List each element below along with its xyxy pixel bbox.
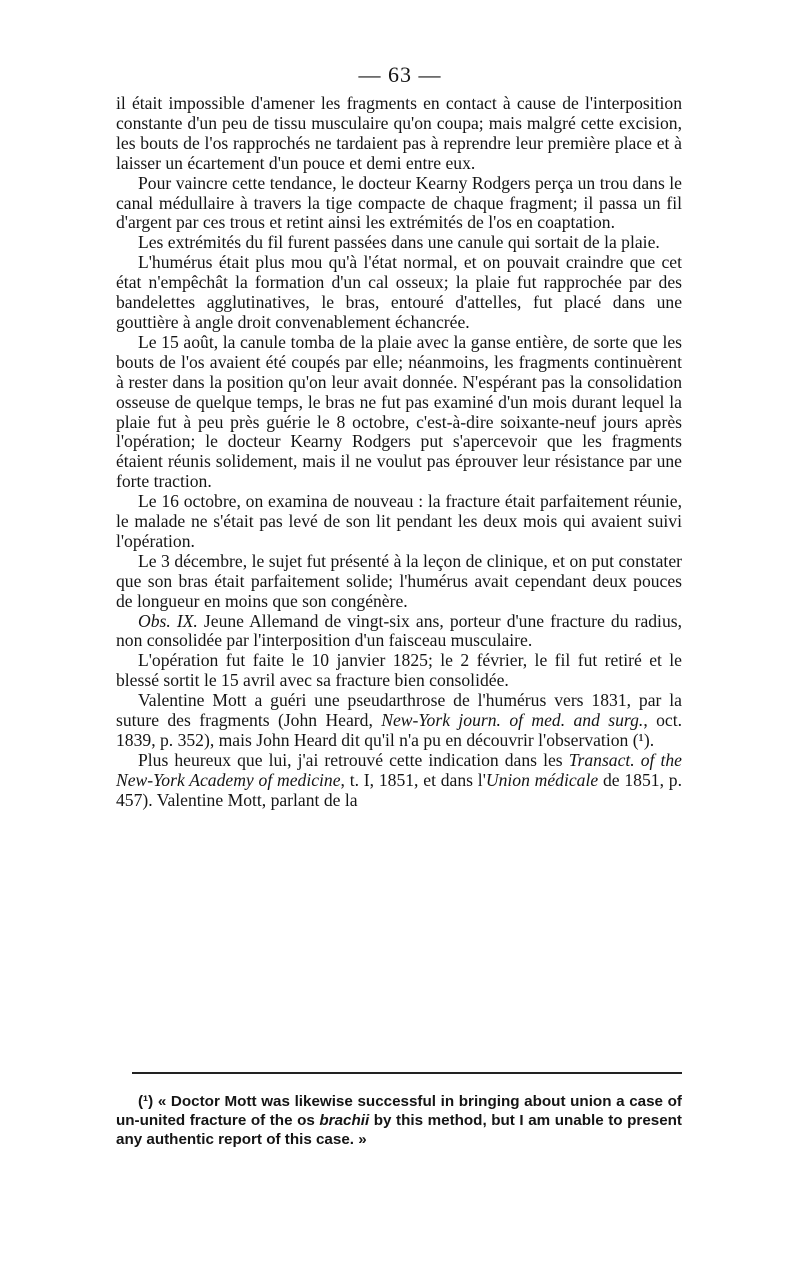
paragraph-2: [116, 174, 682, 234]
paragraph-6: [116, 492, 682, 552]
paragraph-4: [116, 253, 682, 333]
paragraph-text: de 1851, p. 457). Valentine Mott, parlant de la: [116, 769, 682, 810]
paragraph-10: [116, 691, 682, 751]
journal-title: New-York journ. of med. and surg.: [381, 710, 644, 731]
page-number: — 63 —: [358, 62, 442, 87]
paragraph-11: [116, 751, 682, 811]
paragraph-obs-ix: [116, 612, 682, 652]
paragraph-text: L'opération fut faite le 10 janvier 1825; le 2 février, le fil fut retiré et le blessé sortit le 15 avril avec sa fracture bien consolidée.: [116, 650, 682, 691]
paragraph-text: il était impossible d'amener les fragments en contact à cause de l'interposition constante d'un peu de tissu musculaire qu'on coupa; mais malgré cette excision, les bouts de l'os rapprochés ne tardaient pas à reprendre leur première place et à laisser un écartement d'un pouce et demi entre eux.: [116, 93, 682, 173]
paragraph-text: Valentine Mott a guéri une pseudarthrose de l'humérus vers 1831, par la suture des fragments (John Heard,: [116, 690, 682, 731]
paragraph-text: Le 15 août, la canule tomba de la plaie avec la ganse entière, de sorte que les bouts de l'os avaient été coupés par elle; néanmoins, les fragments continuèrent à rester dans la position qu'on leur avait donnée. N'espérant pas la consolidation osseuse de quelque temps, le bras ne fut pas examiné d'un mois durant lequel la plaie fut à peu près guérie le 8 octobre, c'est-à-dire soixante-neuf jours après l'opération; le docteur Kearny Rodgers put s'apercevoir que les fragments étaient réunis solidement, mais il ne voulut pas éprouver leur résistance par une forte traction.: [116, 331, 682, 492]
footnote-text: by this method, but I am unable to present any authentic report of this case. »: [116, 1112, 682, 1148]
footnote-marker: (¹): [138, 1093, 154, 1110]
footnote-1: [116, 1092, 682, 1149]
paragraph-text: Les extrémités du fil furent passées dans une canule qui sortait de la plaie.: [138, 232, 660, 253]
paragraph-5: [116, 333, 682, 492]
paragraph-text: , oct. 1839, p. 352), mais John Heard dit qu'il n'a pu en découvrir l'observation (¹).: [116, 710, 683, 750]
paragraph-text: Jeune Allemand de vingt-six ans, porteur d'une fracture du radius, non consolidée par l'interposition d'un faisceau musculaire.: [116, 610, 682, 651]
paragraph-text: Plus heureux que lui, j'ai retrouvé cette indication dans les: [138, 749, 569, 770]
body-text: [116, 94, 682, 811]
paragraph-text: , t. I, 1851, et dans l': [340, 769, 486, 790]
journal-title: Transact. of the New-York Academy of medicine: [116, 749, 682, 790]
footnote-text: « Doctor Mott was likewise successful in bringing about union a case of un-united fracture of the os: [116, 1093, 682, 1129]
journal-title: Union médicale: [485, 769, 599, 790]
footnote-latin-term: brachii: [319, 1112, 370, 1129]
paragraph-text: L'humérus était plus mou qu'à l'état normal, et on pouvait craindre que cet état n'empêchât la formation d'un cal osseux; la plaie fut rapprochée par des bandelettes agglutinatives, le bras, entouré d'attelles, fut placé dans une gouttière à angle droit convenablement échancrée.: [116, 252, 682, 332]
footnotes: [116, 1092, 682, 1149]
paragraph-text: Le 3 décembre, le sujet fut présenté à la leçon de clinique, et on put constater que son bras était parfaitement solide; l'humérus avait cependant deux pouces de longueur en moins que son congénère.: [116, 550, 682, 611]
paragraph-1: [116, 94, 682, 174]
paragraph-7: [116, 552, 682, 612]
footnote-divider: [132, 1072, 682, 1074]
observation-heading: Obs. IX.: [138, 610, 198, 631]
paragraph-text: Le 16 octobre, on examina de nouveau : la fracture était parfaitement réunie, le malade ne s'était pas levé de son lit pendant les deux mois qui avaient suivi l'opération.: [116, 491, 682, 551]
paragraph-9: [116, 651, 682, 691]
paragraph-text: Pour vaincre cette tendance, le docteur Kearny Rodgers perça un trou dans le canal médullaire à travers la tige compacte de chaque fragment; il passa un fil d'argent par ces trous et retint ainsi les extrémités de l'os en coaptation.: [116, 172, 682, 233]
paragraph-3: [116, 233, 682, 253]
